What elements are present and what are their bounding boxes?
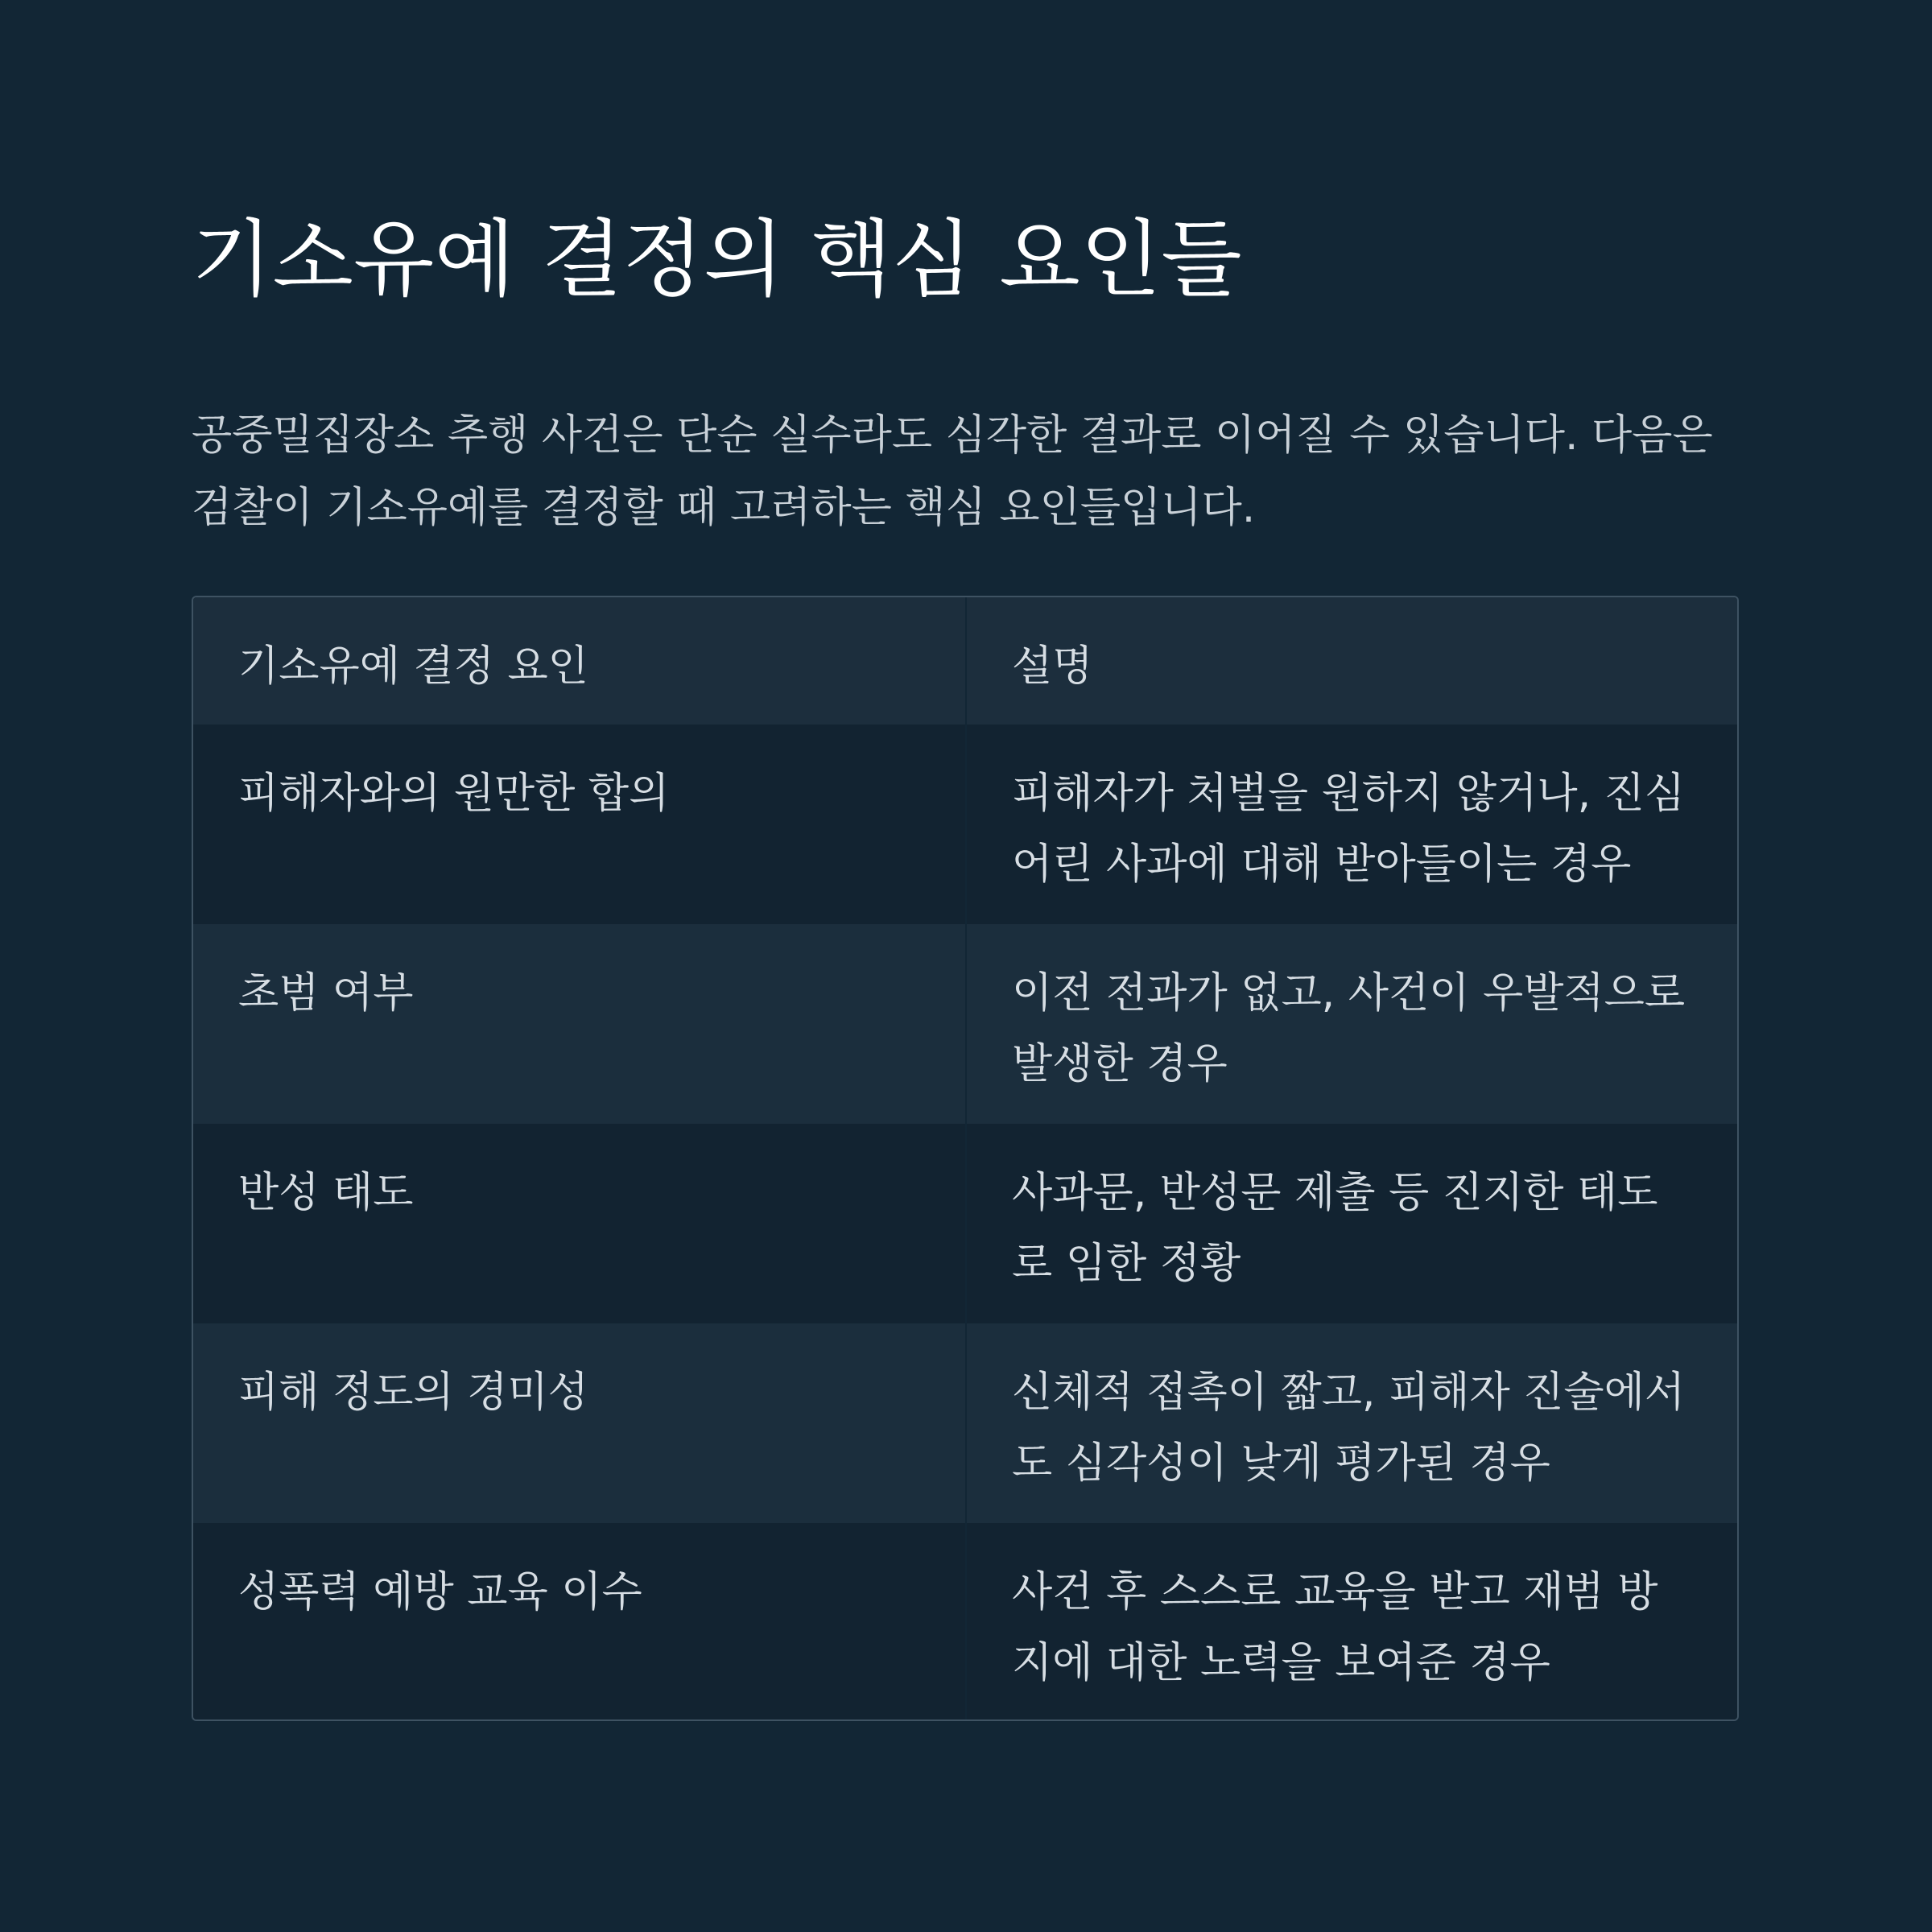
factor-cell: 성폭력 예방 교육 이수	[238, 1568, 642, 1616]
table-row	[193, 924, 1737, 1124]
intro-paragraph: 공중밀집장소 추행 사건은 단순 실수라도 심각한 결과로 이어질 수 있습니다. 다음은 검찰이 기소유예를 결정할 때 고려하는 핵심 요인들입니다.	[192, 411, 1713, 532]
factors-table-container	[192, 596, 1739, 1721]
description-cell: 사과문, 반성문 제출 등 진지한 태도로 임한 정황	[966, 1124, 1737, 1323]
header-description: 설명	[966, 597, 1737, 724]
table-header-row	[193, 597, 1737, 724]
factor-cell: 초범 여부	[238, 969, 414, 1018]
factors-table	[193, 597, 1737, 1721]
page-title: 기소유예 결정의 핵심 요인들	[192, 210, 1242, 308]
table-row	[193, 1124, 1737, 1323]
table-row	[193, 1523, 1737, 1721]
header-factor: 기소유예 결정 요인	[238, 642, 588, 691]
description-cell: 사건 후 스스로 교육을 받고 재범 방지에 대한 노력을 보여준 경우	[966, 1523, 1737, 1721]
factor-cell: 피해 정도의 경미성	[238, 1368, 588, 1417]
description-cell: 피해자가 처벌을 원하지 않거나, 진심 어린 사과에 대해 받아들이는 경우	[966, 724, 1737, 924]
description-cell: 신체적 접촉이 짧고, 피해자 진술에서도 심각성이 낮게 평가된 경우	[966, 1323, 1737, 1523]
table-row	[193, 724, 1737, 924]
factor-cell: 피해자와의 원만한 합의	[238, 770, 670, 818]
factor-cell: 반성 태도	[238, 1169, 414, 1217]
table-row	[193, 1323, 1737, 1523]
description-cell: 이전 전과가 없고, 사건이 우발적으로 발생한 경우	[966, 924, 1737, 1124]
